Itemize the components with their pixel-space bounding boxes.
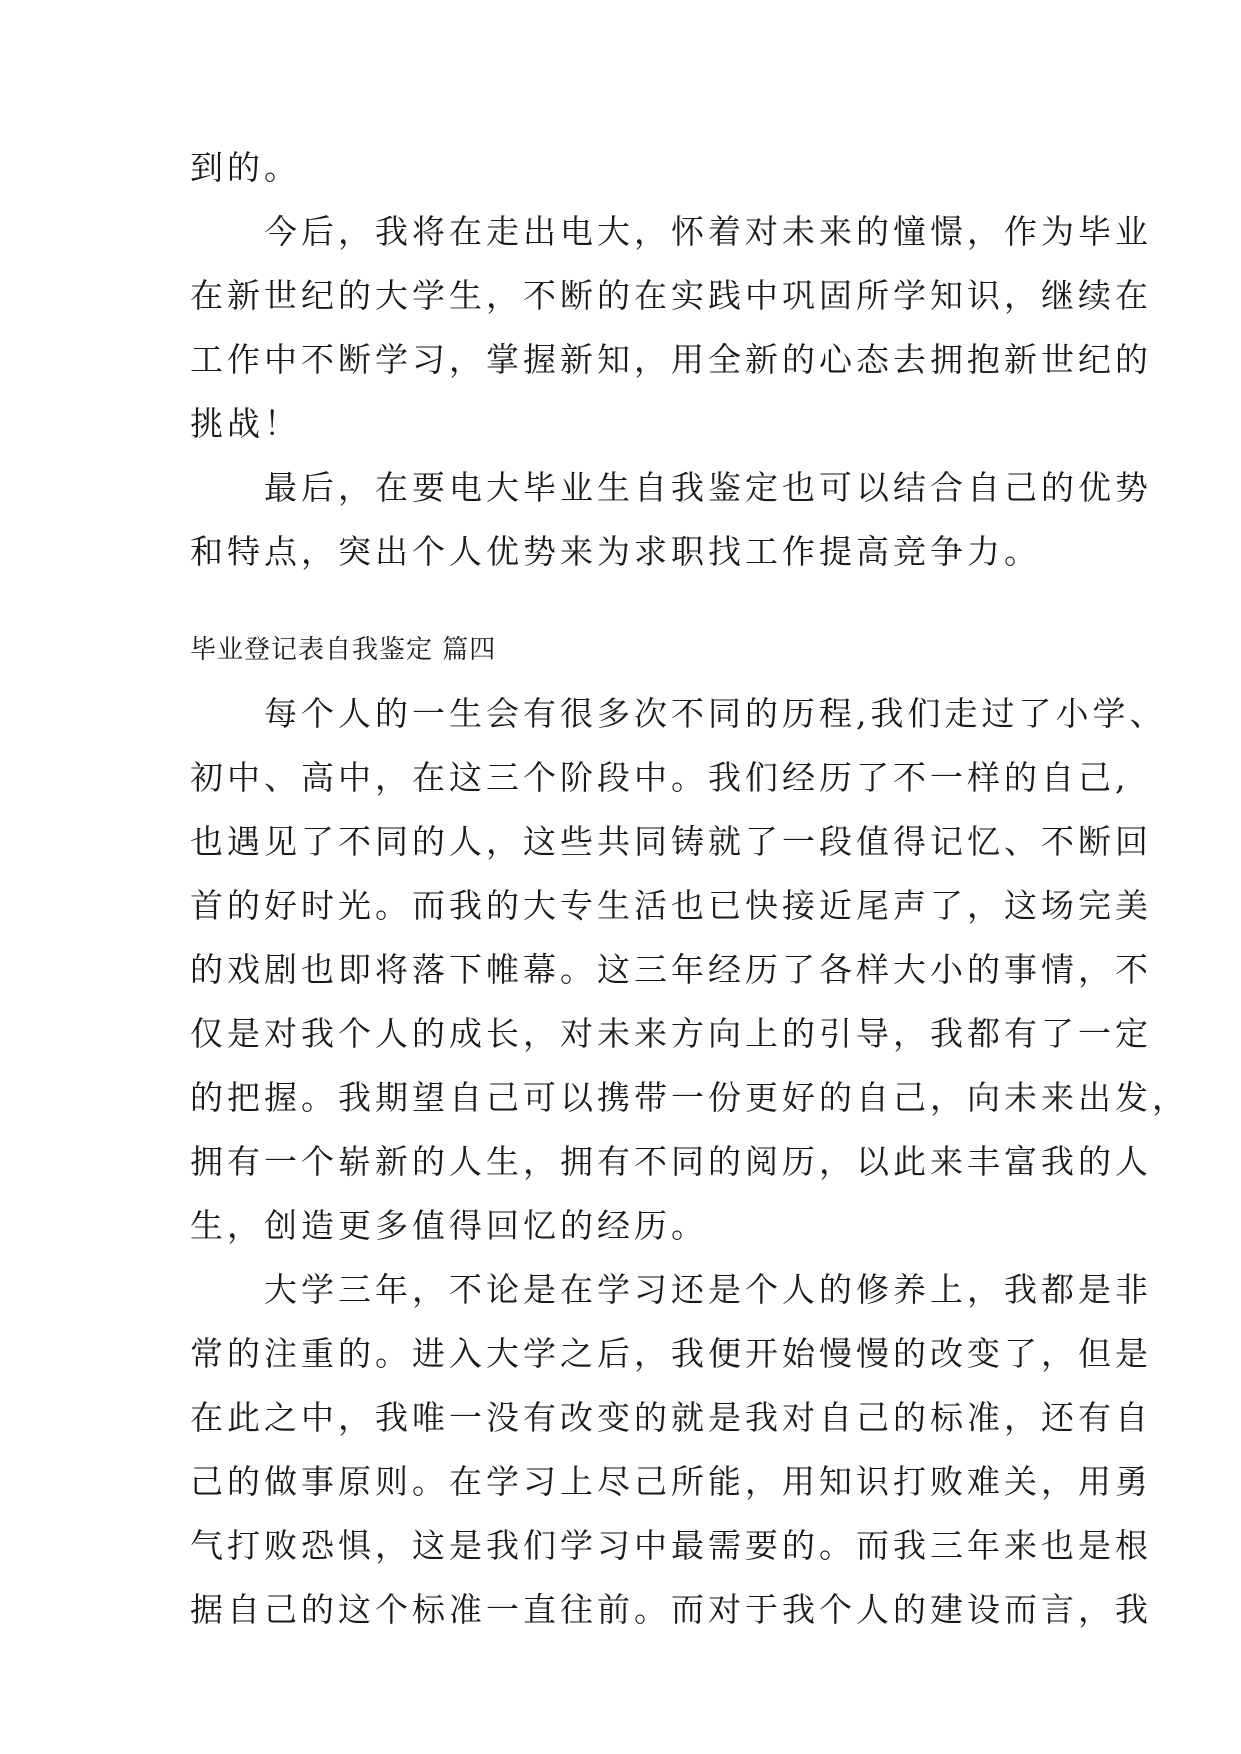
text-line: 据自己的这个标准一直往前。而对于我个人的建设而言，我	[190, 1590, 1152, 1629]
text-line: 工作中不断学习，掌握新知，用全新的心态去拥抱新世纪的	[190, 340, 1152, 379]
text-line: 仅是对我个人的成长，对未来方向上的引导，我都有了一定	[190, 1014, 1152, 1053]
text-line: 和特点，突出个人优势来为求职找工作提高竞争力。	[190, 532, 1041, 571]
text-line: 生，创造更多值得回忆的经历。	[190, 1206, 708, 1245]
text-line: 大学三年，不论是在学习还是个人的修养上，我都是非	[190, 1270, 1152, 1309]
text-line: 初中、高中，在这三个阶段中。我们经历了不一样的自己,	[190, 758, 1130, 797]
text-line: 拥有一个崭新的人生，拥有不同的阅历，以此来丰富我的人	[190, 1142, 1152, 1181]
text-line: 气打败恐惧，这是我们学习中最需要的。而我三年来也是根	[190, 1526, 1152, 1565]
text-line: 最后，在要电大毕业生自我鉴定也可以结合自己的优势	[190, 468, 1152, 507]
text-line: 首的好时光。而我的大专生活也已快接近尾声了，这场完美	[190, 886, 1152, 925]
text-line: 到的。	[190, 148, 301, 187]
text-line: 在新世纪的大学生，不断的在实践中巩固所学知识，继续在	[190, 276, 1152, 315]
text-line: 每个人的一生会有很多次不同的历程,我们走过了小学、	[190, 694, 1167, 733]
text-line: 今后，我将在走出电大，怀着对未来的憧憬，作为毕业	[190, 212, 1152, 251]
text-line: 常的注重的。进入大学之后，我便开始慢慢的改变了，但是	[190, 1334, 1152, 1373]
text-line: 己的做事原则。在学习上尽己所能，用知识打败难关，用勇	[190, 1462, 1152, 1501]
text-line: 在此之中，我唯一没有改变的就是我对自己的标准，还有自	[190, 1398, 1152, 1437]
text-line: 挑战！	[190, 404, 301, 443]
section-heading: 毕业登记表自我鉴定 篇四	[190, 635, 497, 665]
text-line: 的戏剧也即将落下帷幕。这三年经历了各样大小的事情，不	[190, 950, 1152, 989]
text-line: 的把握。我期望自己可以携带一份更好的自己，向未来出发，	[190, 1078, 1189, 1117]
text-line: 也遇见了不同的人，这些共同铸就了一段值得记忆、不断回	[190, 822, 1152, 861]
